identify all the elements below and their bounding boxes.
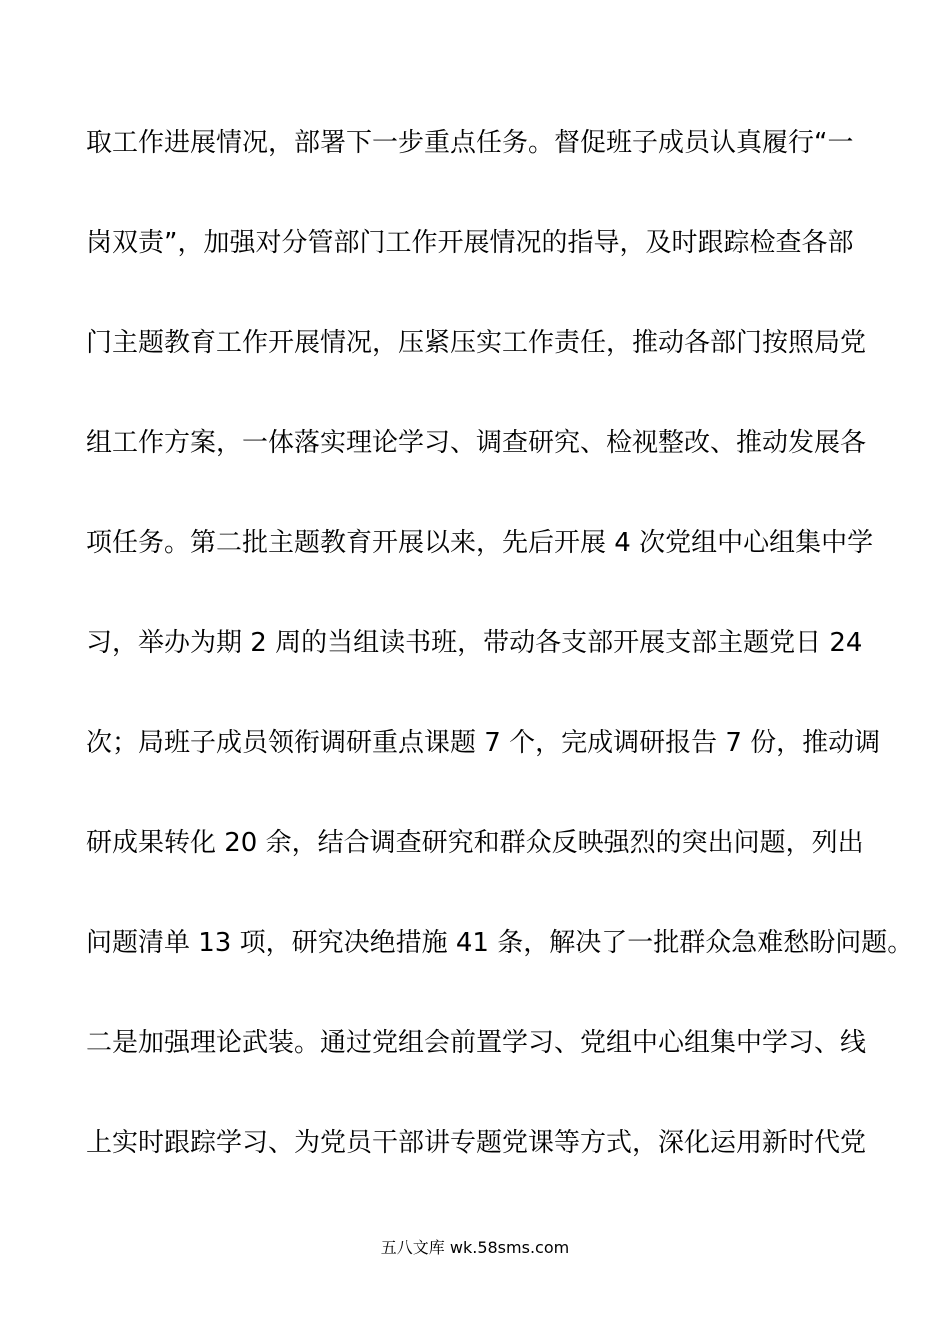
text-line-11: 上实时跟踪学习、为党员干部讲专题党课等方式，深化运用新时代党 bbox=[86, 1128, 867, 1158]
text-line-4: 组工作方案，一体落实理论学习、调查研究、检视整改、推动发展各 bbox=[86, 428, 867, 458]
text-line-7: 次；局班子成员领衔调研重点课题 7 个，完成调研报告 7 份，推动调 bbox=[86, 728, 881, 758]
text-line-9: 问题清单 13 项，研究决绝措施 41 条，解决了一批群众急难愁盼问题。 bbox=[86, 928, 914, 958]
text-line-3: 门主题教育工作开展情况，压紧压实工作责任，推动各部门按照局党 bbox=[86, 328, 867, 358]
text-line-10: 二是加强理论武装。通过党组会前置学习、党组中心组集中学习、线 bbox=[86, 1028, 867, 1058]
text-line-8: 研成果转化 20 余，结合调查研究和群众反映强烈的突出问题，列出 bbox=[86, 828, 864, 858]
footer-watermark: 五八文库 wk.58sms.com bbox=[380, 1238, 570, 1257]
text-line-5: 项任务。第二批主题教育开展以来，先后开展 4 次党组中心组集中学 bbox=[86, 528, 874, 558]
text-line-1: 取工作进展情况，部署下一步重点任务。督促班子成员认真履行“一 bbox=[86, 128, 854, 158]
text-line-6: 习，举办为期 2 周的当组读书班，带动各支部开展支部主题党日 24 bbox=[86, 628, 863, 658]
body-text bbox=[86, 112, 914, 1212]
text-line-2: 岗双责”，加强对分管部门工作开展情况的指导，及时跟踪检查各部 bbox=[86, 228, 854, 258]
